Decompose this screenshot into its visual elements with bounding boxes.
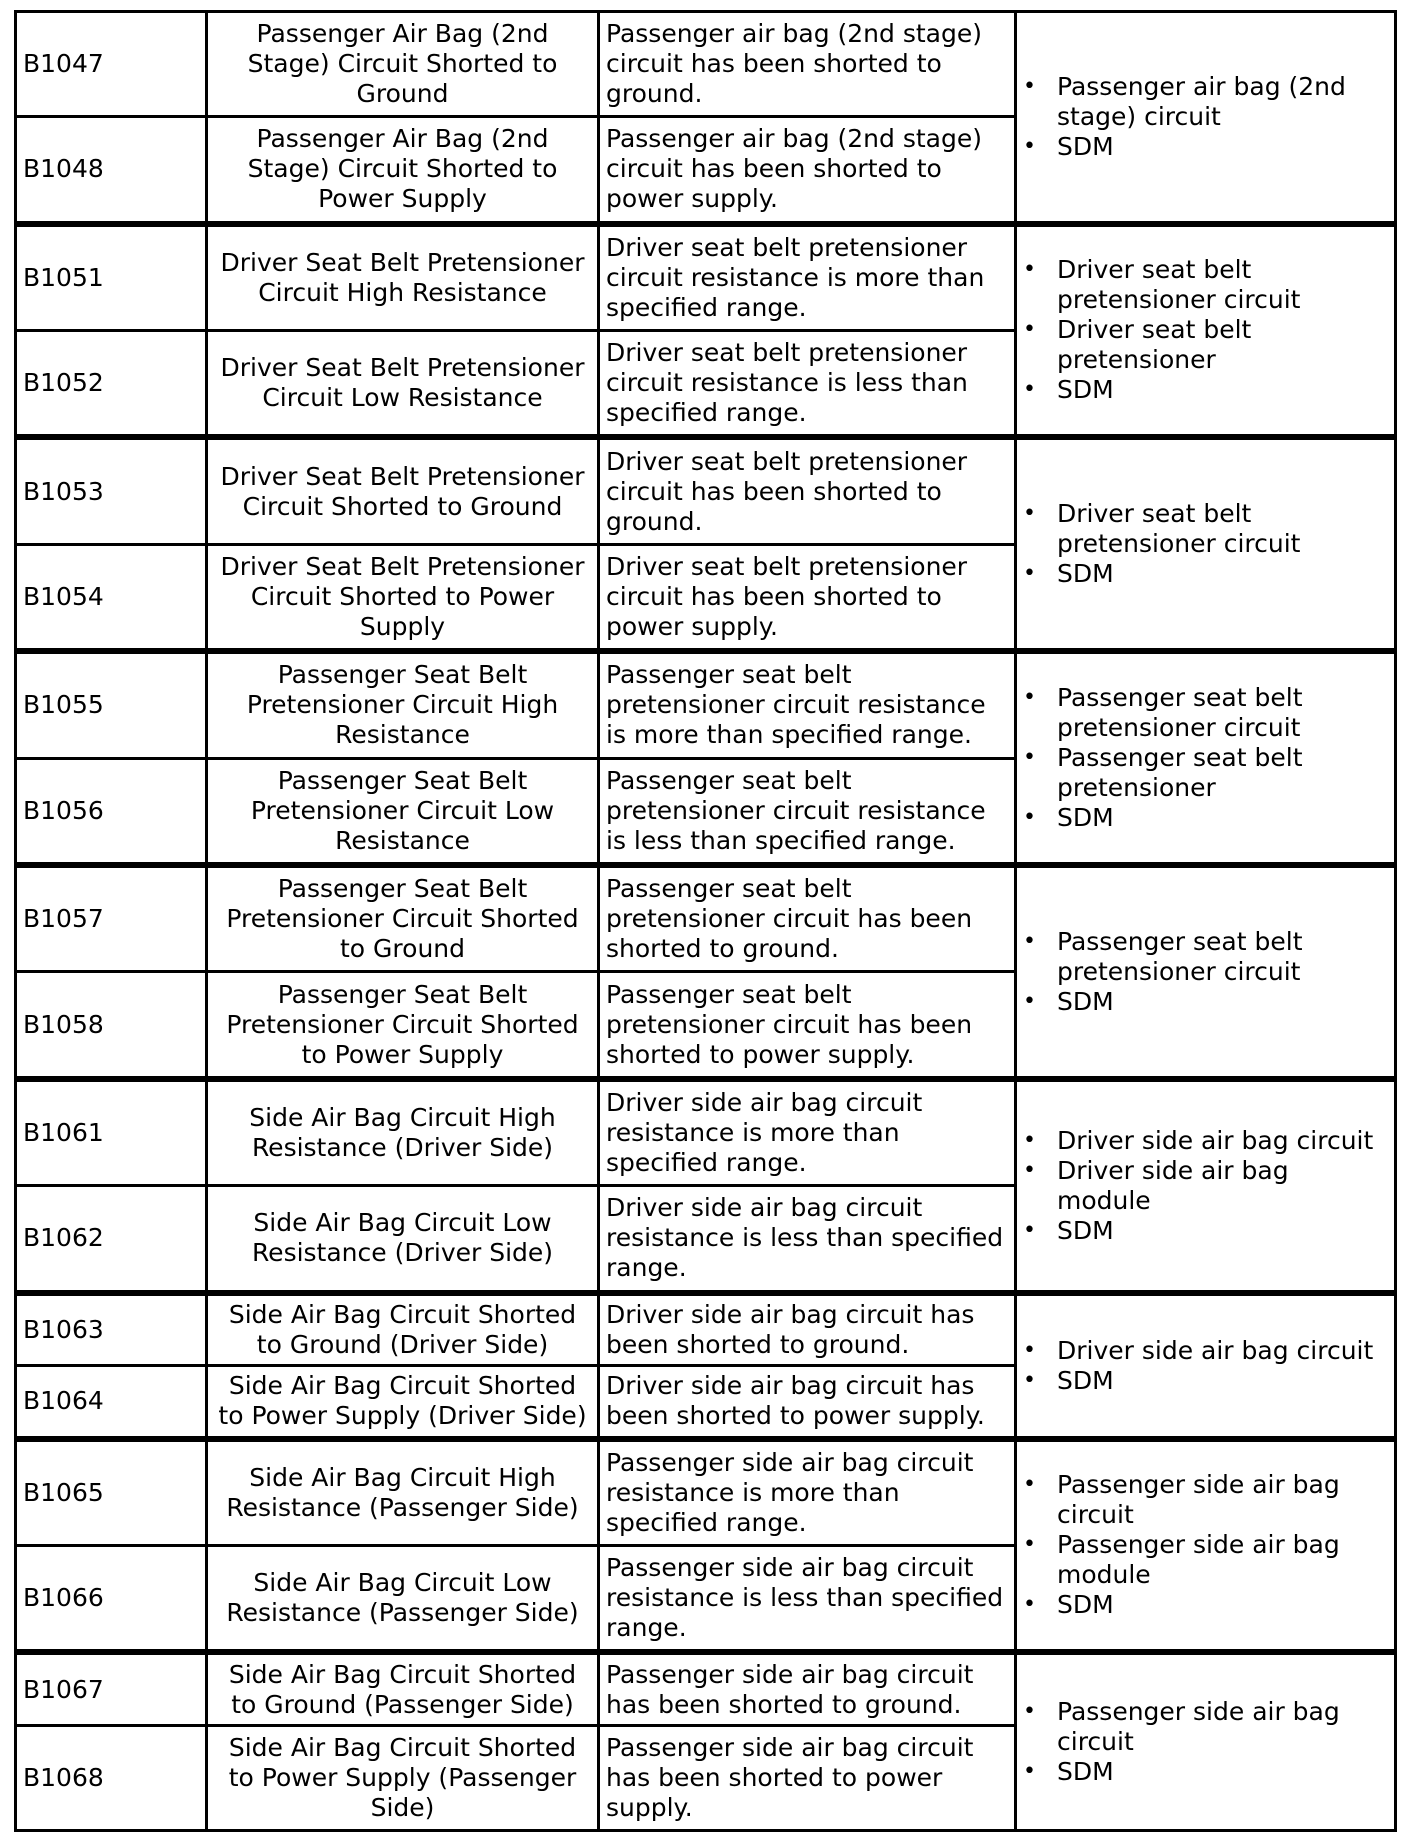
dtc-code-cell: B1064 — [16, 1366, 207, 1439]
possible-causes-cell — [1016, 1439, 1396, 1653]
dtc-group — [16, 1079, 1396, 1293]
dtc-name-cell: Driver Seat Belt Pretensioner Circuit Shorted to Power Supply — [207, 544, 599, 651]
dtc-code-cell: B1067 — [16, 1652, 207, 1725]
dtc-name-cell: Driver Seat Belt Pretensioner Circuit High Resistance — [207, 224, 599, 331]
table-row — [16, 437, 1396, 544]
list-item: • SDM — [1023, 1216, 1388, 1246]
table-row — [16, 12, 1396, 117]
dtc-name-cell: Side Air Bag Circuit Low Resistance (Passenger Side) — [207, 1545, 599, 1652]
dtc-code-cell: B1061 — [16, 1079, 207, 1186]
dtc-description-cell: Driver seat belt pretensioner circuit resistance is less than specified range. — [599, 330, 1016, 437]
dtc-description-cell: Passenger side air bag circuit resistance is more than specified range. — [599, 1439, 1016, 1546]
dtc-name-cell: Passenger Air Bag (2nd Stage) Circuit Shorted to Ground — [207, 12, 599, 117]
dtc-group — [16, 437, 1396, 651]
dtc-code-cell: B1057 — [16, 865, 207, 972]
dtc-group — [16, 651, 1396, 865]
list-item: • SDM — [1023, 559, 1388, 589]
list-item: • Passenger side air bag module — [1023, 1530, 1388, 1590]
dtc-group — [16, 1439, 1396, 1653]
dtc-name-cell: Passenger Seat Belt Pretensioner Circuit Low Resistance — [207, 758, 599, 865]
dtc-code-cell: B1063 — [16, 1293, 207, 1366]
table-row — [16, 1079, 1396, 1186]
list-item: • SDM — [1023, 1366, 1388, 1396]
dtc-name-cell: Passenger Air Bag (2nd Stage) Circuit Shorted to Power Supply — [207, 117, 599, 224]
dtc-name-cell: Side Air Bag Circuit Low Resistance (Driver Side) — [207, 1186, 599, 1293]
dtc-name-cell: Side Air Bag Circuit Shorted to Power Supply (Passenger Side) — [207, 1725, 599, 1830]
list-item: • SDM — [1023, 1590, 1388, 1620]
dtc-description-cell: Passenger seat belt pretensioner circuit resistance is less than specified range. — [599, 758, 1016, 865]
dtc-description-cell: Driver seat belt pretensioner circuit has been shorted to power supply. — [599, 544, 1016, 651]
list-item: • Passenger side air bag circuit — [1023, 1697, 1388, 1757]
list-item: • SDM — [1023, 987, 1388, 1017]
table-row — [16, 1293, 1396, 1366]
dtc-name-cell: Side Air Bag Circuit Shorted to Ground (Passenger Side) — [207, 1652, 599, 1725]
dtc-name-cell: Passenger Seat Belt Pretensioner Circuit Shorted to Power Supply — [207, 972, 599, 1079]
table-row — [16, 1652, 1396, 1725]
list-item: • Driver side air bag circuit — [1023, 1126, 1388, 1156]
list-item: • Passenger seat belt pretensioner circuit — [1023, 927, 1388, 987]
list-item: • Passenger seat belt pretensioner — [1023, 743, 1388, 803]
dtc-description-cell: Driver seat belt pretensioner circuit has been shorted to ground. — [599, 437, 1016, 544]
dtc-description-cell: Driver side air bag circuit resistance is more than specified range. — [599, 1079, 1016, 1186]
dtc-name-cell: Driver Seat Belt Pretensioner Circuit Low Resistance — [207, 330, 599, 437]
dtc-code-cell: B1055 — [16, 651, 207, 758]
table-row — [16, 865, 1396, 972]
possible-causes-list — [1023, 1470, 1388, 1620]
possible-causes-cell — [1016, 651, 1396, 865]
dtc-code-cell: B1058 — [16, 972, 207, 1079]
possible-causes-list — [1023, 499, 1388, 589]
dtc-code-cell: B1056 — [16, 758, 207, 865]
dtc-description-cell: Passenger seat belt pretensioner circuit resistance is more than specified range. — [599, 651, 1016, 758]
dtc-name-cell: Side Air Bag Circuit High Resistance (Passenger Side) — [207, 1439, 599, 1546]
list-item: • Driver seat belt pretensioner circuit — [1023, 255, 1388, 315]
possible-causes-cell — [1016, 12, 1396, 224]
dtc-code-cell: B1048 — [16, 117, 207, 224]
dtc-code-cell: B1051 — [16, 224, 207, 331]
dtc-code-cell: B1065 — [16, 1439, 207, 1546]
dtc-code-cell: B1068 — [16, 1725, 207, 1830]
list-item: • Driver side air bag module — [1023, 1156, 1388, 1216]
dtc-code-cell: B1062 — [16, 1186, 207, 1293]
dtc-code-cell: B1066 — [16, 1545, 207, 1652]
dtc-name-cell: Side Air Bag Circuit Shorted to Ground (Driver Side) — [207, 1293, 599, 1366]
dtc-table — [14, 10, 1397, 1832]
possible-causes-cell — [1016, 1079, 1396, 1293]
dtc-code-cell: B1053 — [16, 437, 207, 544]
possible-causes-list — [1023, 927, 1388, 1017]
dtc-description-cell: Driver seat belt pretensioner circuit resistance is more than specified range. — [599, 224, 1016, 331]
dtc-group — [16, 12, 1396, 224]
list-item: • Driver seat belt pretensioner circuit — [1023, 499, 1388, 559]
table-row — [16, 651, 1396, 758]
dtc-description-cell: Passenger air bag (2nd stage) circuit has been shorted to ground. — [599, 12, 1016, 117]
dtc-name-cell: Passenger Seat Belt Pretensioner Circuit Shorted to Ground — [207, 865, 599, 972]
possible-causes-list — [1023, 1126, 1388, 1246]
dtc-name-cell: Side Air Bag Circuit High Resistance (Driver Side) — [207, 1079, 599, 1186]
list-item: • Passenger seat belt pretensioner circuit — [1023, 683, 1388, 743]
possible-causes-cell — [1016, 865, 1396, 1079]
possible-causes-cell — [1016, 437, 1396, 651]
list-item: • Passenger side air bag circuit — [1023, 1470, 1388, 1530]
dtc-name-cell: Passenger Seat Belt Pretensioner Circuit High Resistance — [207, 651, 599, 758]
possible-causes-list — [1023, 683, 1388, 833]
dtc-description-cell: Passenger seat belt pretensioner circuit has been shorted to ground. — [599, 865, 1016, 972]
dtc-description-cell: Passenger side air bag circuit has been shorted to power supply. — [599, 1725, 1016, 1830]
list-item: • SDM — [1023, 803, 1388, 833]
dtc-code-cell: B1054 — [16, 544, 207, 651]
list-item: • Driver side air bag circuit — [1023, 1336, 1388, 1366]
table-row — [16, 224, 1396, 331]
dtc-name-cell: Side Air Bag Circuit Shorted to Power Supply (Driver Side) — [207, 1366, 599, 1439]
dtc-group — [16, 865, 1396, 1079]
dtc-group — [16, 224, 1396, 438]
dtc-description-cell: Passenger seat belt pretensioner circuit has been shorted to power supply. — [599, 972, 1016, 1079]
possible-causes-cell — [1016, 224, 1396, 438]
list-item: • SDM — [1023, 375, 1388, 405]
list-item: • SDM — [1023, 1757, 1388, 1787]
possible-causes-list — [1023, 1697, 1388, 1787]
dtc-description-cell: Passenger air bag (2nd stage) circuit has been shorted to power supply. — [599, 117, 1016, 224]
possible-causes-list — [1023, 255, 1388, 405]
possible-causes-cell — [1016, 1293, 1396, 1439]
dtc-code-cell: B1052 — [16, 330, 207, 437]
dtc-description-cell: Passenger side air bag circuit has been shorted to ground. — [599, 1652, 1016, 1725]
dtc-description-cell: Driver side air bag circuit has been shorted to power supply. — [599, 1366, 1016, 1439]
dtc-code-cell: B1047 — [16, 12, 207, 117]
list-item: • SDM — [1023, 132, 1388, 162]
dtc-description-cell: Driver side air bag circuit resistance is less than specified range. — [599, 1186, 1016, 1293]
list-item: • Driver seat belt pretensioner — [1023, 315, 1388, 375]
dtc-description-cell: Passenger side air bag circuit resistance is less than specified range. — [599, 1545, 1016, 1652]
list-item: • Passenger air bag (2nd stage) circuit — [1023, 72, 1388, 132]
possible-causes-list — [1023, 1336, 1388, 1396]
possible-causes-cell — [1016, 1652, 1396, 1830]
dtc-name-cell: Driver Seat Belt Pretensioner Circuit Shorted to Ground — [207, 437, 599, 544]
dtc-group — [16, 1652, 1396, 1830]
dtc-group — [16, 1293, 1396, 1439]
dtc-description-cell: Driver side air bag circuit has been shorted to ground. — [599, 1293, 1016, 1366]
table-row — [16, 1439, 1396, 1546]
possible-causes-list — [1023, 72, 1388, 162]
